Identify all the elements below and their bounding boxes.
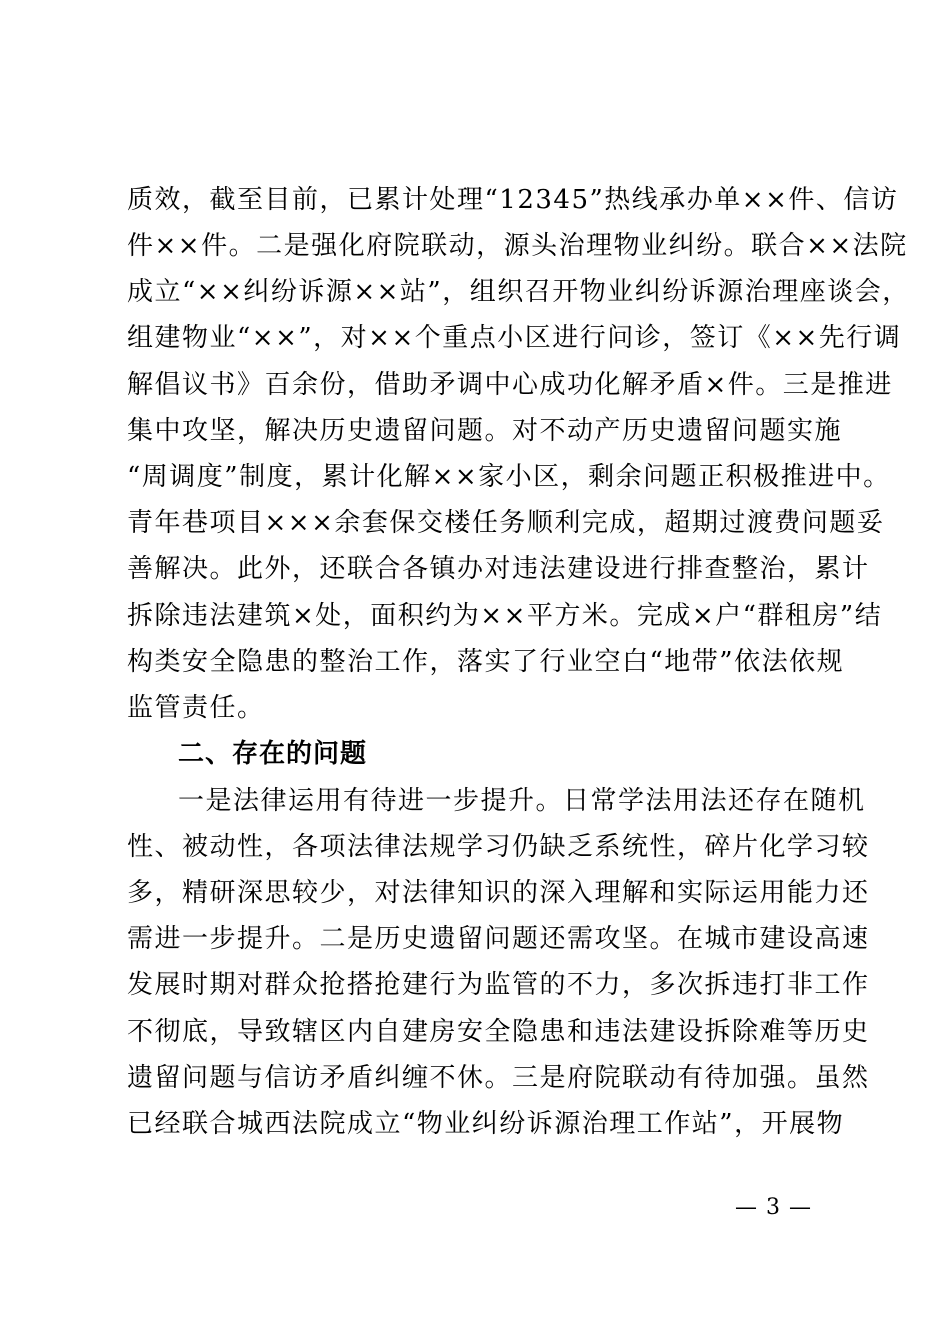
paragraph-2-line-3: 多，精研深思较少，对法律知识的深入理解和实际运用能力还 bbox=[127, 878, 870, 908]
paragraph-1-line-8: 青年巷项目×××余套保交楼任务顺利完成，超期过渡费问题妥 bbox=[127, 508, 885, 538]
paragraph-2-line-6: 不彻底，导致辖区内自建房安全隐患和违法建设拆除难等历史 bbox=[127, 1017, 870, 1047]
paragraph-1-line-9: 善解决。此外，还联合各镇办对违法建设进行排查整治，累计 bbox=[127, 554, 870, 584]
paragraph-1-line-3: 成立“××纠纷诉源××站”，组织召开物业纠纷诉源治理座谈会， bbox=[127, 277, 910, 307]
paragraph-1-line-4: 组建物业“××”，对××个重点小区进行问诊，签订《××先行调 bbox=[127, 323, 902, 353]
paragraph-1-line-7: “周调度”制度，累计化解××家小区，剩余问题正积极推进中。 bbox=[127, 462, 891, 492]
paragraph-1-line-10: 拆除违法建筑×处，面积约为××平方米。完成×户“群租房”结 bbox=[127, 601, 883, 631]
paragraph-1-line-12: 监管责任。 bbox=[127, 693, 265, 723]
paragraph-2-line-4: 需进一步提升。二是历史遗留问题还需攻坚。在城市建设高速 bbox=[127, 924, 870, 954]
paragraph-2-line-5: 发展时期对群众抢搭抢建行为监管的不力，多次拆违打非工作 bbox=[127, 970, 870, 1000]
paragraph-2-line-2: 性、被动性，各项法律法规学习仍缺乏系统性，碎片化学习较 bbox=[127, 832, 870, 862]
paragraph-1-line-6: 集中攻坚，解决历史遗留问题。对不动产历史遗留问题实施 bbox=[127, 416, 843, 446]
paragraph-1-line-11: 构类安全隐患的整治工作，落实了行业空白“地带”依法依规 bbox=[127, 647, 845, 677]
paragraph-1-line-1: 质效，截至目前，已累计处理“12345”热线承办单××件、信访 bbox=[127, 185, 899, 215]
paragraph-2-line-7: 遗留问题与信访矛盾纠缠不休。三是府院联动有待加强。虽然 bbox=[127, 1063, 870, 1093]
paragraph-1-line-5: 解倡议书》百余份，借助矛调中心成功化解矛盾×件。三是推进 bbox=[127, 370, 893, 400]
section-heading: 二、存在的问题 bbox=[178, 739, 368, 769]
paragraph-1-line-2: 件××件。二是强化府院联动，源头治理物业纠纷。联合××法院 bbox=[127, 231, 908, 261]
page-number: — 3 — bbox=[735, 1195, 812, 1220]
paragraph-2-line-1: 一是法律运用有待进一步提升。日常学法用法还存在随机 bbox=[178, 786, 866, 816]
paragraph-2-line-8: 已经联合城西法院成立“物业纠纷诉源治理工作站”，开展物 bbox=[127, 1109, 845, 1139]
